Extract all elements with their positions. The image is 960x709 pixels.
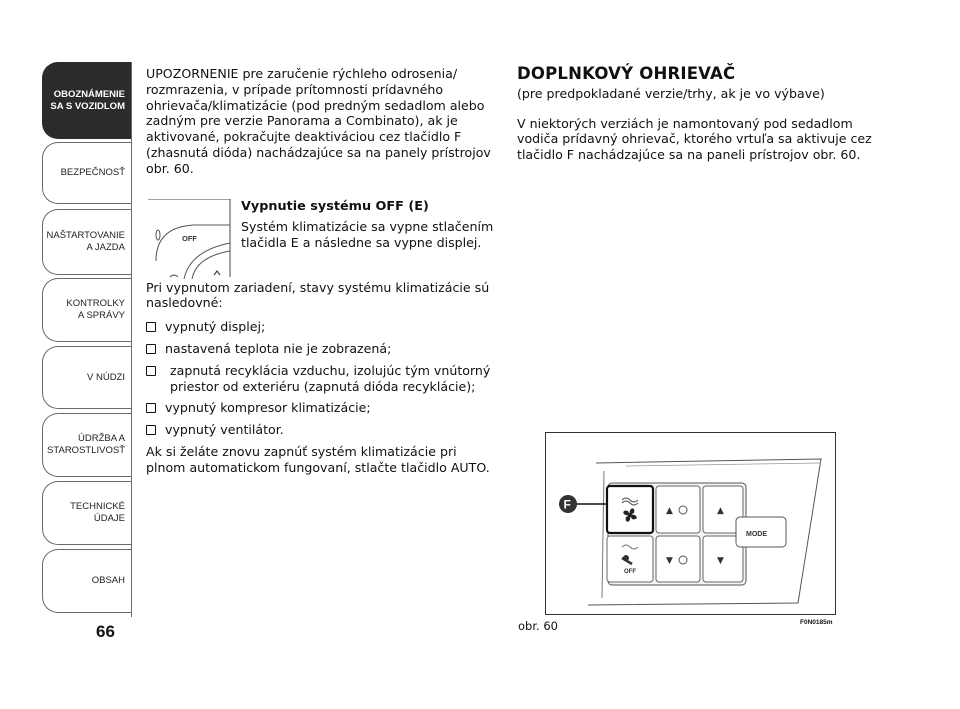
status-list	[146, 319, 494, 438]
off-text-block	[241, 199, 494, 279]
figure-code: F0N0185m	[800, 619, 833, 626]
off-section	[146, 199, 494, 279]
page-number: 66	[96, 622, 115, 641]
checkbox-bullet-icon	[146, 322, 156, 332]
figure-caption: obr. 60	[518, 619, 558, 633]
control-panel-illustration	[546, 433, 835, 614]
tab-label: OBSAH	[91, 575, 125, 586]
mode-label: MODE	[746, 531, 767, 538]
triangle-up-icon: ▲	[666, 506, 673, 516]
tab-label: KONTROLKY	[66, 298, 125, 309]
tab-kontrolky[interactable]	[42, 278, 131, 342]
off-text: Systém klimatizácie sa vypne stlačením tlačidla E a následne sa vypne displej.	[241, 219, 494, 251]
triangle-up-icon: ▲	[717, 506, 724, 516]
vent-up-button[interactable]	[656, 486, 700, 533]
tab-nastartovanie[interactable]	[42, 209, 131, 275]
list-item: vypnutý ventilátor.	[146, 422, 494, 438]
tab-label: OBOZNÁMENIE	[53, 88, 125, 100]
tab-v-nudzi[interactable]	[42, 346, 131, 409]
list-item: vypnutý kompresor klimatizácie;	[146, 400, 494, 416]
off-heading: Vypnutie systému OFF (E)	[241, 198, 429, 214]
tab-label: TECHNICKÉ	[70, 501, 125, 512]
right-column	[517, 66, 872, 163]
list-item: zapnutá recyklácia vzduchu, izolujúc tým vnútorný priestor od exteriéru (zapnutá dióda recyklácie);	[146, 363, 494, 395]
tab-bezpecnost[interactable]	[42, 142, 131, 204]
off-button-label: OFF	[624, 569, 636, 575]
figure-60	[545, 432, 836, 615]
section-subtitle: (pre predpokladané verzie/trhy, ak je vo výbave)	[517, 85, 825, 101]
callout-letter: F	[563, 497, 571, 512]
triangle-down-icon: ▼	[666, 556, 673, 566]
triangle-down-icon: ▼	[717, 556, 724, 566]
tab-label: ÚDRŽBA A	[78, 433, 125, 444]
tab-obsah[interactable]	[42, 549, 131, 613]
tab-label: ÚDAJE	[93, 513, 125, 524]
tab-udrzba[interactable]	[42, 413, 131, 477]
tab-oboznamenie[interactable]	[42, 62, 131, 139]
left-column	[146, 66, 494, 476]
f-button[interactable]	[607, 486, 653, 533]
checkbox-bullet-icon	[146, 344, 156, 354]
checkbox-bullet-icon	[146, 403, 156, 413]
tab-label: BEZPEČNOSŤ	[60, 167, 125, 178]
tab-label: A JAZDA	[86, 242, 125, 253]
checkbox-bullet-icon	[146, 425, 156, 435]
tab-label: A SPRÁVY	[78, 310, 125, 321]
off-intro: Pri vypnutom zariadení, stavy systému klimatizácie sú nasledovné:	[146, 279, 490, 311]
section-title: DOPLNKOVÝ OHRIEVAČ	[517, 64, 736, 83]
tab-label: SA S VOZIDLOM	[50, 100, 125, 112]
list-item: vypnutý displej;	[146, 319, 494, 335]
section-body: V niektorých verziách je namontovaný pod sedadlom vodiča prídavný ohrievač, ktorého vrtuľa sa aktivuje cez tlačidlo F nachádzajúce sa na paneli prístrojov obr. 60.	[517, 115, 872, 163]
closing-paragraph: Ak si želáte znovu zapnúť systém klimatizácie pri plnom automatickom fungovaní, stlačte tlačidlo AUTO.	[146, 443, 490, 475]
off-button-illustration	[146, 199, 232, 279]
warning-paragraph: UPOZORNENIE pre zaručenie rýchleho odrosenia/ rozmrazenia, v prípade prítomnosti prídavného ohrievača/klimatizácie (pod predným sedadlom alebo zadným pre verzie Panorama a Combinato), ak je aktivované, pokračujte deaktiváciou cez tlačidlo F (zhasnutá dióda) nachádzajúce sa na panely prístrojov obr. 60.	[146, 66, 491, 176]
tab-label: NAŠTARTOVANIE	[46, 230, 125, 241]
vent-down-button[interactable]	[656, 536, 700, 582]
checkbox-bullet-icon	[146, 366, 156, 376]
tab-label: STAROSTLIVOSŤ	[47, 445, 125, 456]
list-item: nastavená teplota nie je zobrazená;	[146, 341, 494, 357]
sidebar-divider	[131, 62, 132, 617]
off-button[interactable]	[607, 536, 653, 582]
tab-label: V NÚDZI	[87, 371, 125, 383]
off-icon-label: OFF	[182, 233, 197, 243]
tab-technicke[interactable]	[42, 481, 131, 545]
